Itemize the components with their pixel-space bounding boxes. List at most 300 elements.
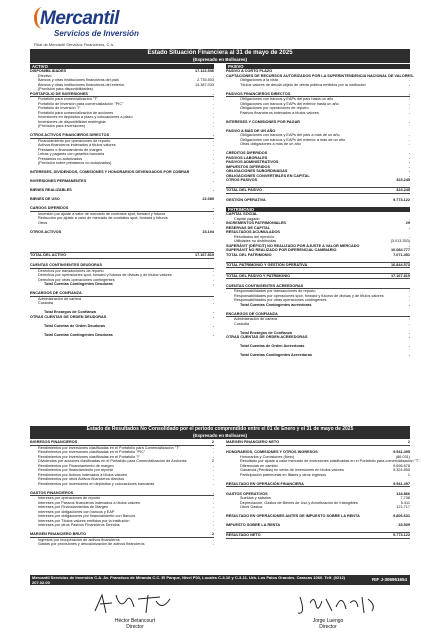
row-value: 9.941.497: [393, 481, 410, 486]
row-value: -: [408, 110, 410, 115]
row-value: -: [408, 321, 410, 326]
row-value: -: [408, 133, 410, 137]
row-label: Intereses por Títulos valores emitidos por la institución: [38, 518, 130, 523]
income-right-column: [226, 440, 421, 539]
row-value: -: [212, 301, 214, 305]
row-label: Intereses por otros Pasivos Financieros Directos: [38, 523, 120, 527]
row-label: CARGOS DIFERIDOS: [30, 206, 69, 210]
row-value: -: [212, 468, 214, 472]
signature-2: [278, 618, 378, 630]
row-value: 16.844.573: [390, 262, 410, 267]
signature-1-role: Director: [126, 624, 144, 630]
row-value: (3.013.353): [390, 239, 410, 243]
row-value: -: [212, 147, 214, 152]
row-label: CRÉDITOS DIFERIDOS: [226, 151, 268, 155]
row-label: Total Cuentas de Orden Deudoras: [44, 323, 106, 328]
row-label: RESULTADO NETO: [226, 533, 261, 537]
row-value: -: [408, 119, 410, 124]
row-label: GESTIÓN OPERATIVA: [226, 198, 266, 202]
row-value: -: [212, 101, 214, 106]
row-label: Total Cuentas de Orden Acreedoras: [240, 344, 305, 348]
statement-row: [226, 344, 410, 349]
row-value: 9.773.122: [393, 198, 410, 202]
row-value: -: [212, 463, 214, 468]
row-label: HONORARIOS, COMISIONES Y OTROS INGRESOS: [226, 450, 318, 454]
row-label: CUENTAS CONTINGENTES DEUDORAS: [30, 263, 103, 267]
row-value: -: [212, 542, 214, 546]
row-value: -: [408, 160, 410, 164]
row-label: OTROS ACTIVOS FINANCIEROS DIRECTOS: [30, 133, 110, 137]
row-label: Resultado por ajuste a valor mercado de inversiones clasificadas en el Portafolio para comercialización "T": [240, 459, 420, 463]
row-value: -: [212, 216, 214, 220]
row-label: OTRAS CUENTAS DE ORDEN ACREEDORAS: [226, 335, 308, 339]
row-label: Total Encargos de Confianza: [44, 310, 96, 314]
row-value: 33.509: [398, 523, 410, 527]
row-label: INTERESES, DIVIDENDOS, COMISIONES Y HONORARIOS DEVENGADOS POR COBRAR: [30, 170, 190, 174]
statement-row: [30, 170, 214, 175]
row-value: -: [408, 234, 410, 239]
row-value: -: [408, 330, 410, 335]
statement-row: [30, 230, 214, 235]
row-value: 17.167.819: [390, 273, 410, 278]
row-label: Intereses por obligaciones por financiamiento con Bancos: [38, 514, 136, 518]
row-label: TOTAL DEL ACTIVO: [30, 253, 67, 257]
row-value: -: [212, 296, 214, 301]
row-label: CAPTACIONES DE RECURSOS AUTORIZADOS POR LA SUPERINTENDENCIA NACIONAL DE VALORES: [226, 73, 413, 78]
statement-row: [226, 505, 410, 510]
row-value: 7.738: [400, 496, 410, 500]
row-label: Portafolio para comercialización "T": [38, 97, 98, 101]
row-label: Derechos por transacciones de reporto: [38, 268, 104, 273]
row-value: -: [212, 87, 214, 91]
balance-assets-column: [30, 64, 214, 337]
row-label: Custodia: [38, 301, 53, 305]
row-value: -: [212, 106, 214, 110]
row-value: -: [212, 143, 214, 147]
statement-row: [30, 301, 214, 306]
row-value: -: [212, 323, 214, 328]
statement-row: [30, 523, 214, 528]
income-title-bar: [30, 426, 410, 439]
row-value: [380, 312, 410, 317]
row-label: TOTAL PATRIMONIO Y GESTIÓN OPERATIVA: [226, 262, 308, 267]
row-value: -: [212, 332, 214, 337]
row-value: -: [212, 481, 214, 486]
row-label: Capital pagado: [234, 216, 260, 221]
row-label: (Provisión para disponibilidades): [38, 87, 93, 91]
statement-row: [226, 322, 410, 327]
row-label: Otros: [38, 220, 48, 225]
row-label: RESULTADO EN OPERACIONES ANTES DE IMPUESTO SOBRE LA RENTA: [226, 514, 360, 518]
row-label: Obligaciones a la vista: [240, 78, 278, 82]
row-value: -: [408, 155, 410, 160]
row-label: INTERESES Y COMISIONES POR PAGAR: [226, 119, 301, 124]
row-value: -: [212, 310, 214, 314]
row-value: -: [408, 344, 410, 348]
row-value: 10.084.777: [390, 248, 410, 252]
row-label: GASTOS OPERATIVOS: [226, 491, 268, 496]
row-label: CAPITAL SOCIAL: [226, 212, 258, 216]
row-label: MARGEN FINANCIERO NETO: [226, 440, 280, 444]
row-value: -: [212, 450, 214, 454]
row-value: -: [408, 142, 410, 146]
row-value: -: [408, 91, 410, 96]
row-value: 121.717: [396, 505, 410, 509]
row-value: -: [212, 91, 214, 96]
footer-rif: RIF J-306951654: [371, 577, 407, 582]
row-value: -: [408, 82, 410, 87]
row-value: -: [408, 353, 410, 357]
signature-2-role: Director: [319, 624, 337, 630]
row-value: 22.089: [202, 197, 214, 201]
row-value: -: [408, 335, 410, 339]
row-label: Administración de cartera: [234, 317, 278, 321]
row-label: Derechos por operaciones spot, forward y futuros de divisas y de títulos valores: [38, 273, 172, 277]
row-label: Rendimientos por Activos indexados a títulos valores: [38, 472, 127, 477]
statement-row: [30, 161, 214, 166]
row-value: -: [212, 124, 214, 128]
row-label: Portafolio de inversión "I": [38, 106, 81, 110]
row-label: TOTAL DEL PASIVO Y PATRIMONIO: [226, 273, 291, 278]
row-label: Inversión por ajuste a valor de mercado de contratos spot, forward y futuros: [38, 211, 166, 216]
statement-row: [30, 482, 214, 487]
row-value: -: [212, 73, 214, 78]
row-value: (86.031): [395, 454, 410, 459]
income-subtitle: (Expresado en Bolívares): [192, 433, 248, 438]
statement-row: [226, 353, 410, 358]
statement-row: [30, 315, 214, 320]
row-value: -: [212, 156, 214, 161]
row-value: 323.245: [396, 178, 410, 182]
row-value: -: [212, 514, 214, 518]
row-value: -: [212, 161, 214, 165]
row-label: RESERVAS DE CAPITAL: [226, 225, 271, 230]
row-value: -: [212, 206, 214, 210]
row-value: -: [408, 173, 410, 178]
row-value: 2: [211, 459, 214, 463]
row-value: -: [408, 302, 410, 307]
row-value: -: [408, 164, 410, 169]
row-value: -: [212, 509, 214, 514]
balance-title-bar: [30, 49, 410, 63]
row-value: -: [408, 216, 410, 221]
row-label: Ingresos por recuperación de activos financieros: [38, 537, 120, 542]
row-label: Responsabilidades por transacciones de reporto: [234, 289, 316, 293]
statement-row: [226, 473, 410, 478]
row-label: OTROS PASIVOS: [226, 178, 258, 182]
signature-2-name: Jorge Luengo: [312, 618, 344, 624]
row-value: -: [212, 445, 214, 450]
row-value: 9.806.631: [393, 514, 410, 518]
statement-row: [226, 198, 410, 203]
income-title: Estado de Resultados No Consolidado por el periodo comprendido entre el 01 de Enero y el 31 de mayo de 2025: [86, 426, 354, 432]
row-label: Reducción por ajuste a valor de mercado de contratos spot, forward y futuros: [38, 216, 168, 220]
row-label: RESULTADO EN OPERACIÓN FINANCIERA: [226, 481, 304, 486]
logo-footnote: Filial de Mercantil Servicios Financieros, C.A.: [34, 42, 115, 47]
income-left-column: [30, 440, 214, 547]
row-label: Rendimientos por Inversiones en depósitos y colocaciones bancarias: [38, 481, 155, 486]
row-label: Rendimientos por inversiones clasificadas en el Portafolio "PIC": [38, 450, 146, 454]
row-label: INCREMENTOS PATRIMONIALES: [226, 221, 286, 225]
row-label: CUENTAS CONTINGENTES ACREEDORAS: [226, 283, 304, 288]
row-label: Portafolio de inversión para comercialización "PIC": [38, 101, 124, 106]
row-value: -: [408, 106, 410, 110]
row-value: -: [212, 179, 214, 183]
row-label: Obligaciones con bancos y EAPs del exterior hasta un año: [240, 101, 339, 106]
row-value: -: [212, 454, 214, 459]
row-value: -: [212, 268, 214, 273]
row-label: ENCARGOS DE CONFIANZA: [30, 291, 82, 295]
row-value: 23.194: [202, 229, 214, 234]
row-value: -: [212, 110, 214, 115]
row-label: Gastos por provisiones y desvalorización de activos financieros: [38, 542, 145, 546]
row-label: Obligaciones con bancos y EAPs del país a más de un año: [240, 133, 340, 137]
row-value: -: [212, 537, 214, 542]
row-label: Total Cuentas Contingentes Deudoras: [44, 282, 113, 286]
row-value: 14.387.033: [194, 82, 214, 87]
row-value: -: [212, 119, 214, 124]
company-logo: [30, 4, 190, 48]
row-label: Custodia: [234, 321, 249, 326]
row-label: Inversiones de disponibilidad restringida: [38, 119, 106, 124]
row-value: 2.735.503: [197, 78, 214, 82]
row-value: [184, 291, 214, 296]
row-label: GASTOS FINANCIEROS: [30, 490, 74, 495]
row-value: 1: [407, 472, 410, 477]
row-value: -: [212, 282, 214, 286]
statement-row: [30, 179, 214, 184]
row-label: Intereses por obligaciones con bancos y EAP: [38, 509, 115, 514]
row-value: -: [212, 138, 214, 143]
row-label: Intereses por Financiamientos de Margen: [38, 505, 109, 509]
balance-liabilities-column: [226, 64, 414, 358]
row-label: (Provisión sobre préstamos no autorizados): [38, 161, 112, 165]
row-label: TOTAL DEL PATRIMONIO: [226, 252, 272, 257]
row-label: OBLIGACIONES CONVERTIBLES EN CAPITAL: [226, 173, 310, 178]
row-label: Otros Gastos: [240, 505, 263, 509]
row-label: Bancos y otras instituciones financieras del exterior: [38, 82, 125, 87]
row-value: 17.122.536: [194, 69, 214, 73]
row-label: (Provisión para inversiones): [38, 124, 86, 128]
financial-statement-page: [30, 4, 421, 636]
row-value: [380, 284, 410, 289]
row-label: Participación patrimonial en filiales y otros ingresos: [240, 472, 327, 477]
row-label: Derechos por otras operaciones contingentes: [38, 277, 115, 282]
row-value: -: [212, 500, 214, 505]
row-label: RESULTADOS ACUMULADOS: [226, 230, 280, 234]
row-value: 9.696.678: [393, 463, 410, 468]
row-label: Obligaciones con bancos y EAPs del exterior a más de un año: [240, 137, 346, 142]
statement-row: [226, 335, 410, 340]
row-value: -: [419, 459, 421, 463]
row-value: 7.071.451: [393, 252, 410, 257]
logo-wordmark: Mercantil: [40, 8, 119, 29]
row-value: -: [412, 73, 414, 78]
statement-row: [226, 142, 410, 147]
signature-1: [85, 618, 185, 630]
row-label: OBLIGACIONES SUBORDINADAS: [226, 169, 288, 173]
balance-title: Estado Situación Financiera al 31 de mayo de 2025: [147, 50, 293, 56]
row-value: -: [408, 137, 410, 142]
row-value: -: [212, 314, 214, 319]
row-value: 17.167.819: [194, 253, 214, 257]
row-value: -: [408, 101, 410, 106]
row-label: Depreciación, Gastos de Bienes de Uso y Amortización de Intangibles: [240, 500, 358, 505]
row-value: 9.773.122: [393, 533, 410, 537]
row-value: 323.245: [396, 188, 410, 192]
row-label: TOTAL DEL PASIVO: [226, 188, 262, 192]
row-label: Diferencias en cambio: [240, 463, 278, 468]
row-label: SUPERÁVIT (DÉFICIT) NO REALIZADO POR AJUSTE A VALOR MERCADO: [226, 243, 360, 248]
row-value: 5.411: [400, 500, 410, 505]
row-label: Títulos valores de deuda objeto de oferta pública emitidos por la institución: [240, 82, 366, 87]
statement-row: [226, 120, 410, 125]
row-value: [184, 263, 214, 268]
row-label: Utilidades no distribuidas: [234, 239, 277, 243]
row-label: Obligaciones por operaciones de reporto: [240, 106, 309, 110]
row-value: -: [212, 170, 214, 174]
row-value: 2: [211, 440, 214, 444]
assets-header: ACTIVO: [30, 64, 214, 69]
row-value: 9.941.495: [393, 450, 410, 454]
row-label: Total Cuentas Contingentes Deudoras: [44, 332, 113, 337]
row-value: 2: [211, 532, 214, 536]
row-label: Obligaciones con bancos y EAPs del país hasta un año: [240, 97, 334, 101]
statement-row: [226, 523, 410, 528]
row-label: PASIVO A CORTO PLAZO: [226, 69, 273, 73]
row-label: Rendimientos por otros Activos financieros directos: [38, 477, 125, 481]
row-label: Bancos y otras instituciones financieras del país: [38, 78, 119, 82]
signature-1-name: Héctor Betancourt: [114, 618, 156, 624]
logo-subtitle: Servicios de Inversión: [54, 29, 139, 38]
row-value: -: [212, 220, 214, 225]
row-value: -: [212, 188, 214, 192]
signature-1-scribble: [90, 589, 180, 619]
row-label: IMPUESTO SOBRE LA RENTA: [226, 523, 281, 527]
row-label: Portafolio para comercialización de acciones: [38, 110, 114, 115]
row-value: -: [408, 243, 410, 248]
row-value: -: [212, 277, 214, 282]
row-label: Préstamos no autorizados: [38, 156, 83, 161]
row-value: -: [212, 472, 214, 477]
row-label: Financiamiento por operaciones de reporto: [38, 138, 111, 143]
statement-row: [30, 324, 214, 329]
footer-address: Mercantil Servicios de Inversión C.A. Av. Francisco de Miranda C.C. El Parque, Nivel P03, Locales C-3-10 y C-3-11. Urb. Los Palos Grandes. Caracas 1060. Telf. (0212) 207.02.00: [32, 575, 346, 585]
row-label: PASIVO A MÁS DE UN AÑO: [226, 128, 276, 133]
row-label: ENCARGOS DE CONFIANZA: [226, 311, 278, 316]
row-label: Efectivo: [38, 73, 52, 78]
row-label: Honorarios y Comisiones (Neto): [240, 454, 295, 459]
row-label: PASIVOS FINANCIEROS DIRECTOS: [226, 91, 291, 96]
row-label: Activos financieros indexados a títulos valores: [38, 143, 116, 147]
liabilities-header: PASIVO: [226, 64, 410, 69]
statement-row: [226, 532, 410, 539]
statement-row: [30, 333, 214, 338]
row-label: Total Encargos de Confianza: [240, 330, 292, 335]
row-label: Rendimientos por inversiones clasificadas en el Portafolio para Comercialización "T": [38, 445, 180, 450]
row-label: IMPUESTOS DIFERIDOS: [226, 164, 271, 169]
row-value: -: [212, 505, 214, 509]
row-value: -: [408, 289, 410, 293]
row-value: -: [212, 477, 214, 481]
row-value: -: [408, 298, 410, 302]
row-label: Responsabilidades por otras operaciones contingentes: [234, 298, 327, 302]
row-value: -: [408, 169, 410, 173]
row-value: -: [212, 97, 214, 101]
row-value: 5.324.855: [393, 468, 410, 472]
statement-row: [226, 178, 410, 183]
row-value: 2: [407, 440, 410, 444]
row-value: -: [212, 273, 214, 277]
statement-row: [30, 188, 214, 193]
row-label: Pasivos financieros indexados a títulos valores: [240, 110, 319, 115]
row-value: -: [212, 490, 214, 495]
row-value: -: [408, 97, 410, 101]
row-label: PASIVOS LABORALES: [226, 155, 268, 160]
row-value: -: [212, 523, 214, 527]
row-value: -: [408, 225, 410, 230]
statement-row: [30, 124, 214, 129]
row-label: SUPERÁVIT NO REALIZADO POR DIFERENCIAL CAMBIARIO: [226, 248, 337, 252]
row-value: -: [212, 211, 214, 216]
statement-row: [30, 542, 214, 547]
row-label: MARGEN FINANCIERO BRUTO: [30, 532, 87, 536]
statement-row: [30, 221, 214, 226]
row-label: PORTAFOLIO DE INVERSIONES: [30, 91, 88, 96]
row-label: Ganancia (Pérdida) en venta de inversiones en títulos valores: [240, 468, 344, 472]
row-value: -: [212, 496, 214, 500]
row-value: -: [212, 133, 214, 137]
page-footer: [30, 575, 410, 585]
row-value: -: [408, 317, 410, 321]
row-value: -: [212, 518, 214, 523]
row-label: BIENES DE USO: [30, 197, 60, 201]
row-label: Préstamo o financiamiento de margen: [38, 147, 103, 152]
row-label: OTRAS CUENTAS DE ORDEN DEUDORAS: [30, 314, 107, 319]
row-label: Intereses por Pasivos financieros indexados a títulos valores: [38, 500, 140, 505]
row-label: PASIVOS ADMINISTRATIVOS: [226, 160, 279, 164]
row-value: -: [408, 151, 410, 155]
row-value: -: [212, 152, 214, 156]
row-label: Dividendos por acciones clasificadas en el Portafolio para Comercialización de Acciones: [38, 459, 187, 463]
row-label: Sueldos y salarios: [240, 496, 271, 500]
row-label: OTROS ACTIVOS: [30, 229, 62, 234]
row-value: -: [212, 115, 214, 119]
statement-row: [226, 303, 410, 308]
row-label: Otras obligaciones a más de un año: [240, 142, 301, 146]
row-value: 134.866: [396, 491, 410, 496]
row-label: Administración de cartera: [38, 296, 82, 301]
row-label: INGRESOS FINANCIEROS: [30, 440, 78, 444]
row-label: Responsabilidades por operaciones spot, forward y futuros de divisas y de títulos valores: [234, 293, 384, 298]
statement-row: [30, 197, 214, 202]
row-value: -: [408, 293, 410, 298]
row-label: Total Cuentas Contingentes acreedoras: [240, 302, 312, 307]
equity-header: PATRIMONIO: [226, 207, 410, 212]
row-label: INVERSIONES PERMANENTES: [30, 179, 87, 183]
signature-2-scribble: [292, 589, 382, 619]
row-value: 29: [405, 221, 410, 225]
row-label: Rendimientos por inversiones clasificadas en el Portafolio "I": [38, 454, 140, 459]
row-label: Resultados del ejercicio: [234, 234, 275, 239]
statement-row: [226, 253, 410, 258]
row-label: BIENES REALIZABLES: [30, 188, 72, 192]
row-label: Intereses por operaciones de reporto: [38, 496, 101, 500]
balance-subtitle: (Expresado en Bolívares): [192, 57, 248, 62]
row-label: Letras y pagarés con garantía bancaria: [38, 152, 105, 156]
row-label: Rendimientos por Financiamiento de margen: [38, 463, 114, 468]
row-value: -: [408, 78, 410, 82]
